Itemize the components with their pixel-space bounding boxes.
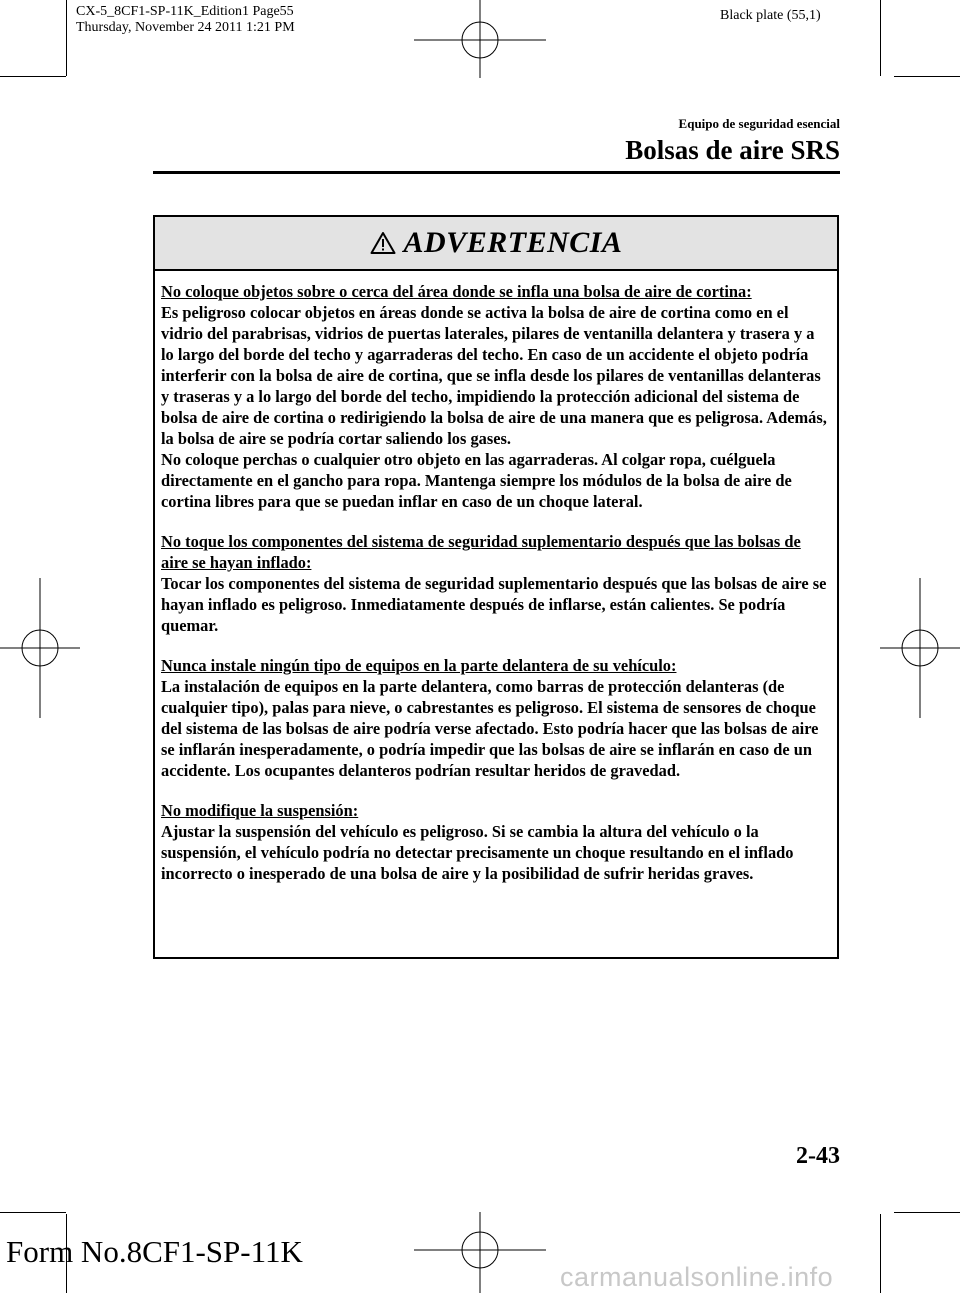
page-number: 2-43 (796, 1143, 840, 1169)
crop-mark (0, 1212, 66, 1213)
registration-mark-bottom (414, 1212, 546, 1293)
crop-mark (66, 0, 67, 76)
crop-mark (880, 1214, 881, 1293)
section-label: Equipo de seguridad esencial (678, 116, 840, 131)
warning-text: Tocar los componentes del sistema de seguridad suplementario después que las bolsas de aire se hayan inflado es peligroso. Inmediatamente después de inflarse, están calientes. Se podría quemar. (161, 574, 827, 635)
watermark-text: carmanualsonline.info (560, 1262, 834, 1292)
form-number: Form No.8CF1-SP-11K (6, 1234, 303, 1269)
warning-triangle-icon (370, 231, 396, 255)
registration-mark-right (880, 578, 960, 718)
warning-text: No coloque perchas o cualquier otro objeto en las agarraderas. Al colgar ropa, cuélguela directamente en el gancho para ropa. Mantenga siempre los módulos de la bolsa de aire de cortina libres para que se puedan inflar en caso de un choque lateral. (161, 450, 792, 511)
warning-text: La instalación de equipos en la parte delantera, como barras de protección delanteras (de cualquier tipo), palas para nieve, o cabrestantes es peligroso. El sistema de sensores de choque del sistema de las bolsas de aire podría verse afectado. Esto podría hacer que las bolsas de aire se inflarán inesperadamente, o podría impedir que las bolsas de aire se inflarán en caso de un accidente. Los ocupantes delanteros podrían resultar heridos de gravedad. (161, 677, 819, 780)
warning-header (155, 217, 837, 271)
warning-paragraph (161, 531, 831, 636)
warning-body (155, 271, 837, 884)
warning-box (153, 215, 839, 959)
crop-mark (894, 1212, 960, 1213)
registration-mark-left (0, 578, 80, 718)
print-slug-file: CX-5_8CF1-SP-11K_Edition1 Page55 (76, 4, 294, 19)
plate-label: Black plate (55,1) (720, 8, 821, 23)
print-slug (76, 4, 295, 36)
warning-heading: No modifique la suspensión: (161, 801, 359, 820)
crop-mark (0, 76, 66, 77)
crop-mark (880, 0, 881, 76)
section-title: Bolsas de aire SRS (625, 135, 840, 165)
warning-heading: Nunca instale ningún tipo de equipos en la parte delantera de su vehículo: (161, 656, 677, 675)
crop-mark (894, 76, 960, 77)
warning-paragraph (161, 281, 831, 512)
warning-paragraph (161, 800, 831, 884)
warning-text: Ajustar la suspensión del vehículo es peligroso. Si se cambia la altura del vehículo o la suspensión, el vehículo podría no detectar precisamente un choque resultando en el inflado incorrecto o inesperado de una bolsa de aire y la posibilidad de sufrir heridas graves. (161, 822, 794, 883)
warning-text: Es peligroso colocar objetos en áreas donde se activa la bolsa de aire de cortina como en el vidrio del parabrisas, vidrios de puertas laterales, pilares de ventanilla delantera y trasera y a lo largo del borde del techo y agarraderas del techo. En caso de un accidente el objeto podría interferir con la bolsa de aire de cortina, que se infla desde los pilares de ventanillas delanteras y traseras y a lo largo del borde del techo, impidiendo la protección adicional del sistema de bolsa de aire de cortina o redirigiendo la bolsa de aire de una manera que es peligrosa. Además, la bolsa de aire se podría cortar saliendo los gases. (161, 303, 827, 448)
print-slug-date: Thursday, November 24 2011 1:21 PM (76, 20, 295, 35)
warning-heading: No coloque objetos sobre o cerca del área donde se infla una bolsa de aire de cortina: (161, 282, 752, 301)
warning-paragraph (161, 655, 831, 781)
warning-title: ADVERTENCIA (403, 226, 623, 259)
registration-mark-top (414, 0, 546, 78)
header-rule (153, 171, 840, 174)
warning-heading: No toque los componentes del sistema de seguridad suplementario después que las bolsas de aire se hayan inflado: (161, 532, 801, 572)
